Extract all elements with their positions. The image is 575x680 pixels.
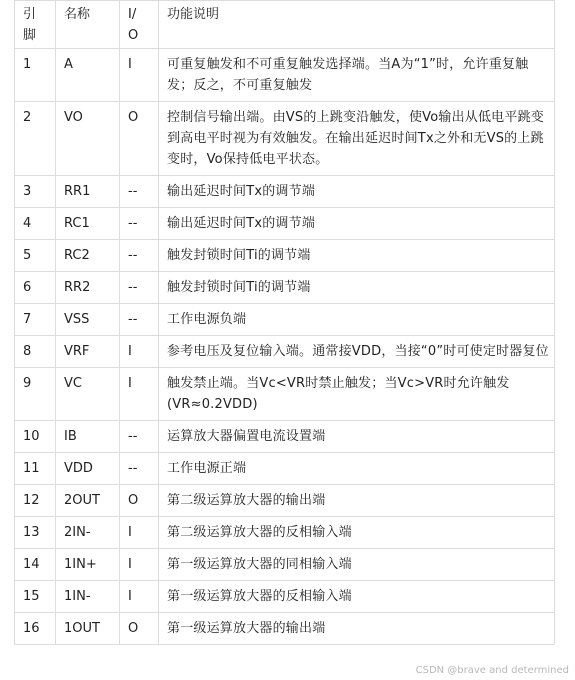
pin-description-cell: 控制信号输出端。由VS的上跳变沿触发，使Vo输出从低电平跳变到高电平时视为有效触发。在输出延迟时间Tx之外和无VS的上跳变时，Vo保持低电平状态。 [159,102,555,176]
pin-name-cell: 2IN- [56,517,120,549]
table-row [15,549,555,581]
pin-name-cell: VDD [56,453,120,485]
pin-description-cell: 工作电源正端 [159,453,555,485]
header-io: I/ O [120,1,159,49]
table-row [15,304,555,336]
pin-description-cell: 第一级运算放大器的反相输入端 [159,581,555,613]
pin-name-cell: A [56,49,120,102]
pin-io-cell: O [120,485,159,517]
pin-description-cell: 输出延迟时间Tx的调节端 [159,208,555,240]
table-row [15,102,555,176]
pin-number-cell: 1 [15,49,56,102]
table-row [15,581,555,613]
pin-description-cell: 工作电源负端 [159,304,555,336]
pin-name-cell: 1OUT [56,613,120,645]
table-row [15,208,555,240]
pin-description-cell: 第一级运算放大器的同相输入端 [159,549,555,581]
pin-description-cell: 运算放大器偏置电流设置端 [159,421,555,453]
pin-name-cell: VSS [56,304,120,336]
pin-description-cell: 触发封锁时间Ti的调节端 [159,240,555,272]
pin-name-cell: VO [56,102,120,176]
table-row [15,453,555,485]
pin-io-cell: -- [120,208,159,240]
pin-io-cell: I [120,49,159,102]
pin-io-cell: I [120,336,159,368]
pin-number-cell: 3 [15,176,56,208]
pin-description-cell: 触发封锁时间Ti的调节端 [159,272,555,304]
pin-name-cell: RR2 [56,272,120,304]
table-row [15,272,555,304]
pin-description-cell: 第一级运算放大器的输出端 [159,613,555,645]
pin-name-cell: RR1 [56,176,120,208]
pin-io-cell: -- [120,421,159,453]
table-header-row [15,1,555,49]
table-row [15,176,555,208]
pin-number-cell: 15 [15,581,56,613]
pin-name-cell: 2OUT [56,485,120,517]
pin-name-cell: IB [56,421,120,453]
table-row [15,517,555,549]
pin-io-cell: I [120,368,159,421]
pin-number-cell: 2 [15,102,56,176]
pin-io-cell: -- [120,304,159,336]
table-row [15,421,555,453]
pin-io-cell: -- [120,176,159,208]
pin-number-cell: 8 [15,336,56,368]
table-row [15,49,555,102]
pin-io-cell: I [120,549,159,581]
table-row [15,240,555,272]
pin-io-cell: -- [120,453,159,485]
pin-description-cell: 第二级运算放大器的输出端 [159,485,555,517]
pin-io-cell: I [120,581,159,613]
table-body [15,49,555,645]
table-row [15,368,555,421]
pin-number-cell: 13 [15,517,56,549]
pin-name-cell: 1IN- [56,581,120,613]
pin-name-cell: 1IN+ [56,549,120,581]
pin-name-cell: VC [56,368,120,421]
pin-description-cell: 第二级运算放大器的反相输入端 [159,517,555,549]
pin-number-cell: 10 [15,421,56,453]
pin-number-cell: 5 [15,240,56,272]
pin-number-cell: 14 [15,549,56,581]
header-pin: 引 脚 [15,1,56,49]
pin-number-cell: 16 [15,613,56,645]
pin-number-cell: 9 [15,368,56,421]
pin-name-cell: RC1 [56,208,120,240]
pin-io-cell: O [120,613,159,645]
pin-description-cell: 触发禁止端。当Vc<VR时禁止触发；当Vc>VR时允许触发(VR≈0.2VDD) [159,368,555,421]
pin-io-cell: O [120,102,159,176]
pin-number-cell: 6 [15,272,56,304]
table-row [15,336,555,368]
pin-io-cell: I [120,517,159,549]
pin-function-table [14,0,555,645]
table-row [15,613,555,645]
pin-number-cell: 11 [15,453,56,485]
watermark: CSDN @brave and determined [415,665,569,676]
pin-number-cell: 7 [15,304,56,336]
header-name: 名称 [56,1,120,49]
pin-number-cell: 4 [15,208,56,240]
pin-name-cell: VRF [56,336,120,368]
pin-io-cell: -- [120,240,159,272]
pin-number-cell: 12 [15,485,56,517]
pin-io-cell: -- [120,272,159,304]
table-row [15,485,555,517]
pin-description-cell: 输出延迟时间Tx的调节端 [159,176,555,208]
pin-description-cell: 参考电压及复位输入端。通常接VDD，当接“0”时可使定时器复位 [159,336,555,368]
pin-description-cell: 可重复触发和不可重复触发选择端。当A为“1”时，允许重复触发；反之，不可重复触发 [159,49,555,102]
pin-name-cell: RC2 [56,240,120,272]
header-description: 功能说明 [159,1,555,49]
